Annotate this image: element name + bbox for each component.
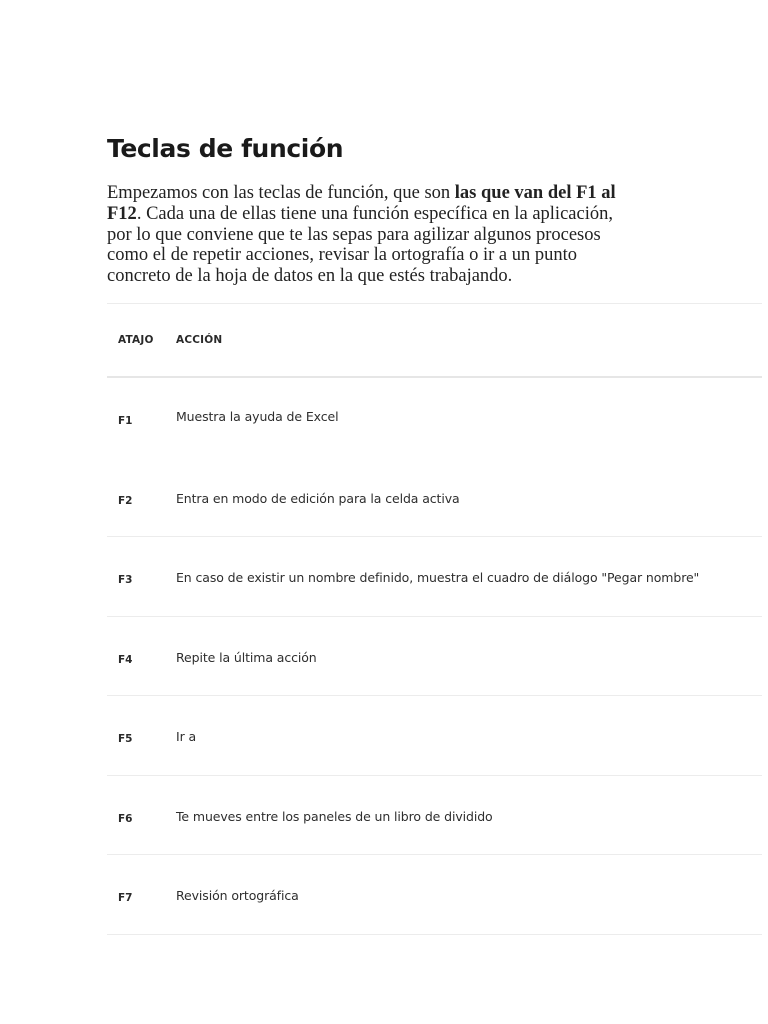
shortcuts-table xyxy=(107,303,762,935)
header-action: ACCIÓN xyxy=(176,334,223,346)
row-key: F2 xyxy=(118,494,133,507)
table-row xyxy=(107,537,762,617)
row-key: F1 xyxy=(118,415,133,427)
row-action: Te mueves entre los paneles de un libro de dividido xyxy=(176,808,493,824)
table-row xyxy=(107,696,762,776)
row-key: F7 xyxy=(118,892,133,904)
header-key: ATAJO xyxy=(118,334,154,346)
row-key: F4 xyxy=(118,653,133,666)
row-action: Repite la última acción xyxy=(176,649,317,665)
intro-text-start: Empezamos con las teclas de función, que son xyxy=(107,183,455,203)
intro-bold-range: las que van del F1 al xyxy=(454,183,616,203)
intro-text-line4: como el de repetir acciones, revisar la ortografía o ir a un punto xyxy=(107,245,578,266)
table-row xyxy=(107,776,762,856)
row-key: F6 xyxy=(118,812,133,825)
intro-text-line2: . Cada una de ellas tiene una función específica en la aplicación, xyxy=(136,203,613,224)
row-key: F5 xyxy=(118,733,133,745)
row-action: Ir a xyxy=(176,729,197,744)
table-row xyxy=(107,855,762,935)
row-key: F3 xyxy=(118,574,133,586)
row-action: Muestra la ayuda de Excel xyxy=(176,409,339,424)
intro-bold-f12: F12 xyxy=(107,203,137,224)
row-action: Entra en modo de edición para la celda activa xyxy=(176,490,460,506)
table-row xyxy=(107,617,762,697)
intro-text-line3: por lo que conviene que te las sepas para agilizar algunos procesos xyxy=(107,224,601,245)
table-header xyxy=(107,304,762,378)
intro-text-line5: concreto de la hoja de datos en la que estés trabajando. xyxy=(107,266,513,287)
row-action: En caso de existir un nombre definido, muestra el cuadro de diálogo "Pegar nombre" xyxy=(176,570,700,585)
row-action: Revisión ortográfica xyxy=(176,888,299,903)
table-row xyxy=(107,458,762,538)
table-row xyxy=(107,378,762,458)
section-heading: Teclas de función xyxy=(107,134,344,163)
intro-paragraph xyxy=(107,183,667,287)
